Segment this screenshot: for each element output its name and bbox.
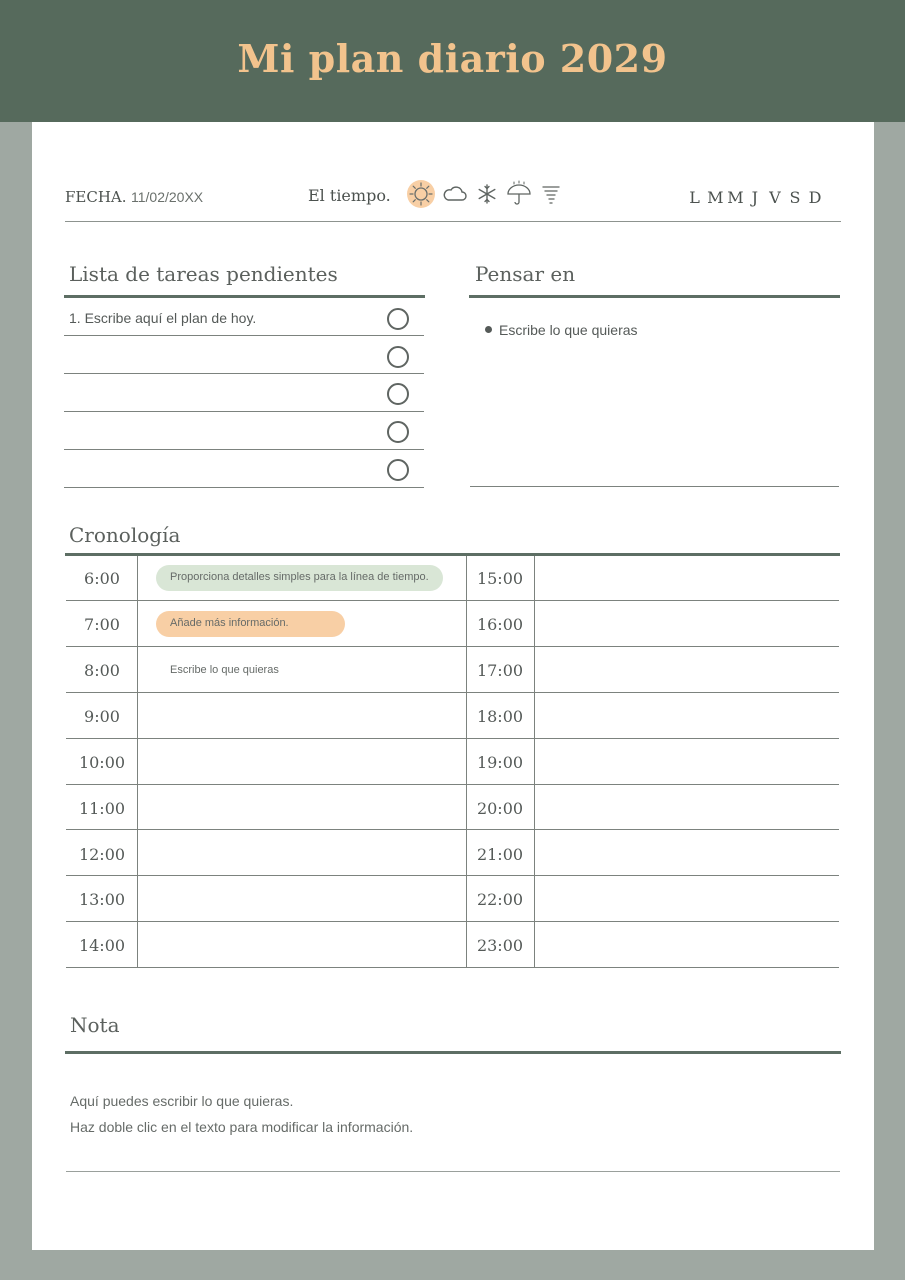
task-checkbox-4[interactable] (387, 421, 409, 443)
task-checkbox-3[interactable] (387, 383, 409, 405)
time-label: 16:00 (476, 615, 524, 634)
think-item[interactable]: Escribe lo que quieras (499, 322, 638, 338)
timeline-title: Cronología (69, 523, 181, 547)
time-label: 23:00 (476, 936, 524, 955)
time-label: 19:00 (476, 753, 524, 772)
think-divider (469, 295, 840, 298)
timeline-row-line (66, 875, 839, 876)
tasks-title: Lista de tareas pendientes (69, 262, 338, 286)
day-saturday[interactable]: S (789, 188, 801, 207)
day-wednesday[interactable]: M (727, 188, 744, 207)
timeline-entry-2[interactable]: Añade más información. (170, 617, 289, 629)
note-title: Nota (70, 1013, 120, 1037)
timeline-column-divider (137, 556, 138, 968)
time-label: 17:00 (476, 661, 524, 680)
time-label: 12:00 (78, 845, 126, 864)
note-line-2[interactable]: Haz doble clic en el texto para modificar la información. (70, 1119, 414, 1135)
time-label: 10:00 (78, 753, 126, 772)
timeline-row-line (66, 921, 839, 922)
time-label: 7:00 (84, 615, 120, 634)
bullet-icon (485, 326, 492, 333)
task-row-divider (64, 411, 424, 412)
day-tuesday[interactable]: M (707, 188, 724, 207)
time-label: 14:00 (78, 936, 126, 955)
timeline-row-line (66, 646, 839, 647)
task-row-divider (64, 449, 424, 450)
day-sunday[interactable]: D (808, 188, 822, 207)
note-line-1[interactable]: Aquí puedes escribir lo que quieras. (70, 1093, 294, 1109)
cloud-icon[interactable] (441, 180, 469, 208)
day-friday[interactable]: V (769, 188, 781, 207)
task-row-divider (64, 487, 424, 488)
time-label: 9:00 (84, 707, 120, 726)
timeline-row-line (66, 738, 839, 739)
day-thursday[interactable]: J (747, 188, 762, 207)
timeline-divider (65, 553, 840, 556)
weekday-selector (687, 188, 823, 207)
day-monday[interactable]: L (689, 188, 700, 207)
timeline-entry-1[interactable]: Proporciona detalles simples para la línea de tiempo. (170, 571, 429, 583)
task-item-1[interactable]: 1. Escribe aquí el plan de hoy. (69, 310, 257, 326)
time-label: 13:00 (78, 890, 126, 909)
timeline-row-line (66, 692, 839, 693)
date-weather-row (65, 182, 841, 222)
tasks-divider (64, 295, 425, 298)
task-checkbox-2[interactable] (387, 346, 409, 368)
planner-page (32, 122, 874, 1250)
timeline-row-line (66, 829, 839, 830)
task-row-divider (64, 335, 424, 336)
time-label: 8:00 (84, 661, 120, 680)
date-value[interactable]: 11/02/20XX (131, 189, 204, 205)
umbrella-icon[interactable] (505, 180, 533, 208)
timeline-entry-3[interactable]: Escribe lo que quieras (170, 664, 279, 676)
header-banner (0, 0, 905, 122)
think-bottom-line (470, 486, 839, 487)
date-label: FECHA. (65, 188, 127, 206)
weather-label: El tiempo. (308, 186, 391, 205)
sun-icon[interactable] (407, 180, 435, 208)
note-bottom-line (66, 1171, 840, 1172)
snowflake-icon[interactable] (473, 180, 501, 208)
time-label: 18:00 (476, 707, 524, 726)
time-label: 6:00 (84, 569, 120, 588)
task-row-divider (64, 373, 424, 374)
time-label: 15:00 (476, 569, 524, 588)
task-checkbox-1[interactable] (387, 308, 409, 330)
timeline-row-line (66, 967, 839, 968)
page-title: Mi plan diario 2029 (237, 36, 668, 81)
task-checkbox-5[interactable] (387, 459, 409, 481)
tornado-icon[interactable] (537, 180, 565, 208)
timeline-row-line (66, 600, 839, 601)
timeline-row-line (66, 784, 839, 785)
time-label: 22:00 (476, 890, 524, 909)
note-divider (65, 1051, 841, 1054)
time-label: 21:00 (476, 845, 524, 864)
time-label: 11:00 (78, 799, 126, 818)
think-title: Pensar en (475, 262, 576, 286)
time-label: 20:00 (476, 799, 524, 818)
